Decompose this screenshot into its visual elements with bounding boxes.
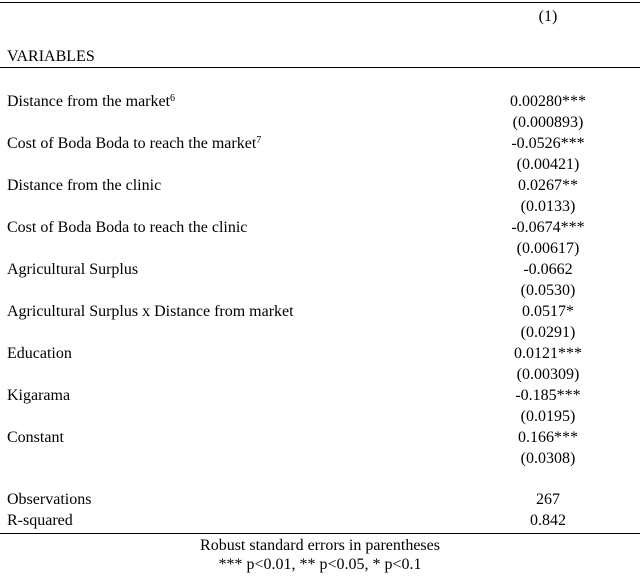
stat-value-r-squared: 0.842 [530, 512, 566, 529]
row-label-constant: Constant [7, 429, 64, 446]
note-standard-errors: Robust standard errors in parentheses [200, 537, 440, 554]
se-interaction: (0.0291) [520, 324, 576, 341]
coef-distance-market: 0.00280*** [510, 93, 586, 110]
se-agricultural-surplus: (0.0530) [520, 282, 576, 299]
row-label-agricultural-surplus: Agricultural Surplus [7, 261, 139, 278]
coef-education: 0.0121*** [514, 345, 582, 362]
stat-label-observations: Observations [7, 491, 92, 508]
row-label-interaction: Agricultural Surplus x Distance from market [7, 303, 294, 320]
row-label-text: Distance from the market [7, 93, 171, 110]
coef-agricultural-surplus: -0.0662 [523, 261, 573, 278]
se-cost-clinic: (0.00617) [516, 240, 580, 257]
coef-cost-market: -0.0526*** [511, 135, 585, 152]
stat-label-r-squared: R-squared [7, 512, 73, 529]
row-label-distance-market [7, 92, 175, 112]
se-cost-market: (0.00421) [516, 156, 580, 173]
coef-cost-clinic: -0.0674*** [511, 219, 585, 236]
row-label-cost-clinic: Cost of Boda Boda to reach the clinic [7, 219, 248, 236]
footnote-marker: 7 [256, 135, 262, 146]
bottom-rule [0, 533, 640, 534]
variables-header: VARIABLES [7, 48, 95, 65]
coef-distance-clinic: 0.0267** [518, 177, 578, 194]
se-distance-clinic: (0.0133) [520, 198, 576, 215]
coef-kigarama: -0.185*** [515, 387, 581, 404]
stat-value-observations: 267 [536, 491, 560, 508]
se-constant: (0.0308) [520, 450, 576, 467]
column-header: (1) [538, 8, 558, 25]
top-rule [0, 2, 640, 3]
coef-interaction: 0.0517* [522, 303, 574, 320]
note-significance: *** p<0.01, ** p<0.05, * p<0.1 [218, 556, 422, 573]
row-label-text: Cost of Boda Boda to reach the market [7, 135, 257, 152]
header-rule [0, 67, 640, 68]
footnote-marker: 6 [170, 93, 176, 104]
row-label-education: Education [7, 345, 72, 362]
se-distance-market: (0.000893) [512, 114, 584, 131]
coef-constant: 0.166*** [518, 429, 578, 446]
row-label-kigarama: Kigarama [7, 387, 71, 404]
se-education: (0.00309) [516, 366, 580, 383]
row-label-cost-market [7, 134, 261, 154]
se-kigarama: (0.0195) [520, 408, 576, 425]
row-label-distance-clinic: Distance from the clinic [7, 177, 162, 194]
